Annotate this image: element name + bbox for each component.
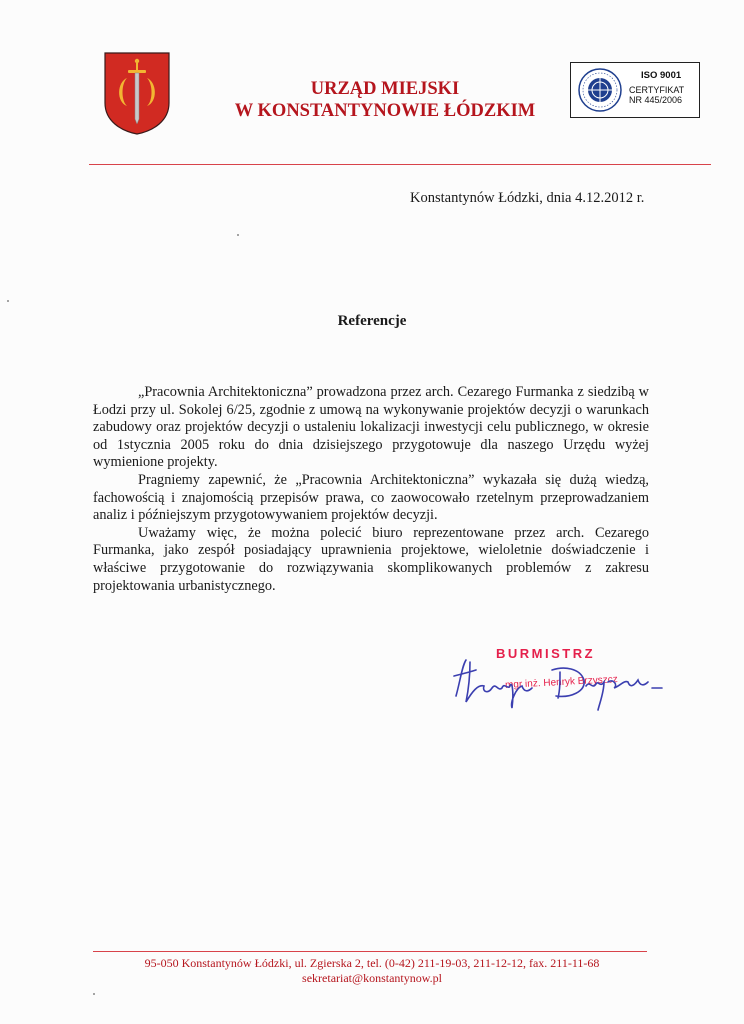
place-and-date: Konstantynów Łódzki, dnia 4.12.2012 r. [410,190,645,206]
footer-email: sekretariat@konstantynow.pl [302,971,442,985]
certification-seal-icon [577,67,623,113]
footer-divider [93,951,647,952]
footer-address: 95-050 Konstantynów Łódzki, ul. Zgierska 2, tel. (0-42) 211-19-03, 211-12-12, fax. 211-11-68 [144,956,600,970]
stamp-name: mgr inż. Henryk Brzyszcz [504,674,619,691]
office-name [200,78,570,122]
office-name-line1: URZĄD MIEJSKI [310,79,460,99]
letter-title: Referencje [337,313,407,329]
handwritten-signature-icon [448,652,673,714]
body-paragraph: Uważamy więc, że można polecić biuro reprezentowane przez arch. Cezarego Furmanka, jako zespół posiadający uprawnienia projektowe, wieloletnie doświadczenie i właściwe przygotowanie do rozwiązywania skomplikowanych problemów z zakresu projektowania urbanistycznego. [93,524,649,594]
stamp-title: BURMISTRZ [496,646,596,661]
certificate-number: NR 445/2006 [629,95,683,105]
letter-body [93,384,649,595]
header-divider [89,164,711,165]
iso-certificate-badge [570,62,700,118]
scan-speck [7,300,9,302]
body-paragraph: Pragniemy zapewnić, że „Pracownia Architektoniczna” wykazała się dużą wiedzą, fachowością i znajomością przepisów prawa, co zaowocowało rzetelnym przeprowadzaniem analiz i późniejszym przygotowywaniem projektów decyzji. [93,471,649,524]
coat-of-arms-icon [103,51,171,135]
scan-speck [237,234,239,236]
iso-standard: ISO 9001 [641,70,682,81]
office-name-line2: W KONSTANTYNOWIE ŁÓDZKIM [234,101,536,121]
body-paragraph: „Pracownia Architektoniczna” prowadzona przez arch. Cezarego Furmanka z siedzibą w Łodzi przy ul. Sokolej 6/25, zgodnie z umową na wykonywanie projektów decyzji o warunkach zabudowy oraz projektów decyzji o ustaleniu lokalizacji inwestycji celu publicznego, w okresie od 1stycznia 2005 roku do dnia dzisiejszego przygotowuje dla naszego Urzędu wyżej wymienione projekty. [93,384,649,471]
scan-speck [93,993,95,995]
certificate-label: CERTYFIKAT [629,85,685,95]
